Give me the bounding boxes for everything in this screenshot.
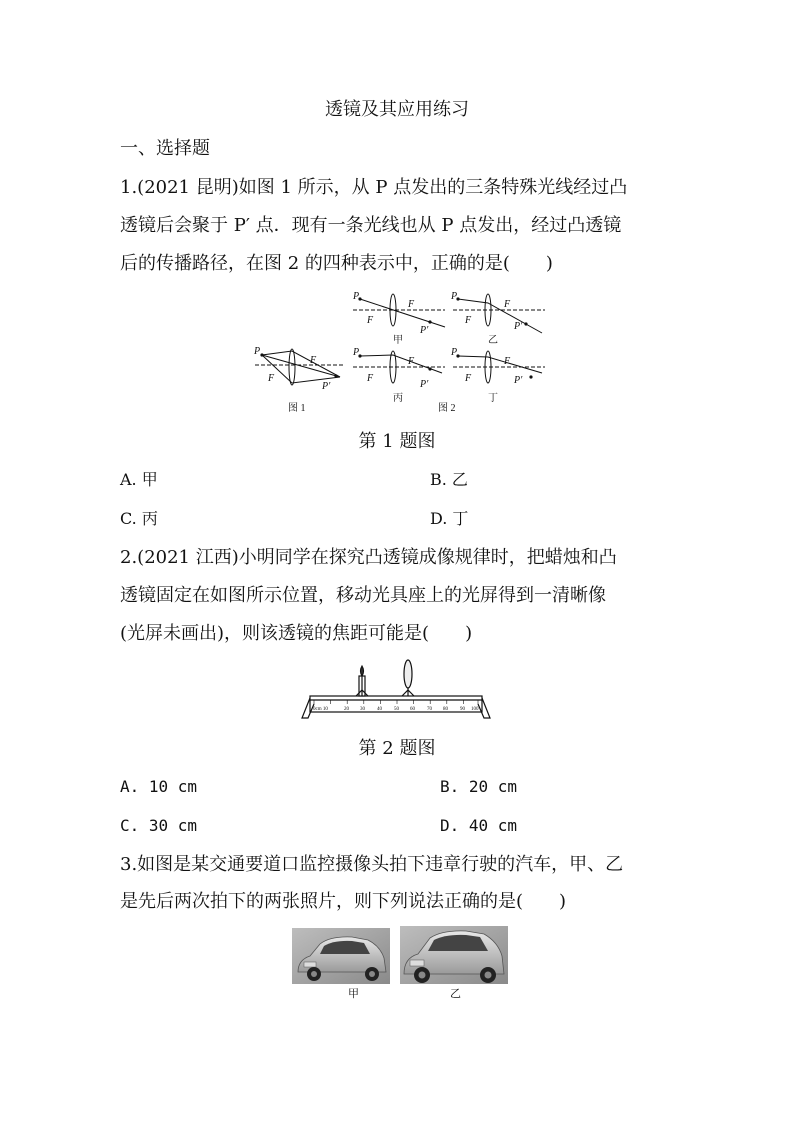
q2-option-a: A. 10 cm xyxy=(120,777,198,796)
ruler-label-0: 0cm 10 xyxy=(313,707,328,712)
ruler-label-30: 30 xyxy=(360,707,365,712)
q2-optical-bench xyxy=(296,656,496,722)
ding-f-label: F xyxy=(465,373,472,384)
ding-p-label: P xyxy=(451,347,458,358)
car-photo-yi xyxy=(400,926,508,984)
jia-p-label: P xyxy=(353,291,360,302)
q1-option-b: B. 乙 xyxy=(430,470,468,489)
ruler-label-90: 90 xyxy=(460,707,465,712)
q1-caption: 第 1 题图 xyxy=(358,431,436,452)
ding-ray xyxy=(458,356,542,373)
ding-label: 丁 xyxy=(488,393,498,404)
ruler-label-70: 70 xyxy=(427,707,432,712)
jia-pp-label: P′ xyxy=(420,325,429,336)
q2-line-1: 2.(2021 江西)小明同学在探究凸透镜成像规律时，把蜡烛和凸 xyxy=(120,547,617,568)
yi-p-label: P xyxy=(451,291,458,302)
fig1-f-label: F xyxy=(268,373,275,384)
photo-label-jia: 甲 xyxy=(348,988,359,1000)
ruler-label-100: 100 xyxy=(471,707,479,712)
fig1-p-label: P xyxy=(254,346,261,357)
section-heading: 一、选择题 xyxy=(120,138,210,159)
ding-pp-label: P′ xyxy=(514,375,523,386)
ruler-label-20: 20 xyxy=(344,707,349,712)
q3-line-2: 是先后两次拍下的两张照片，则下列说法正确的是( ) xyxy=(120,891,567,912)
yi-pp-label: P′ xyxy=(514,321,523,332)
fig1-caption: 图 1 xyxy=(288,403,306,414)
ding-f2-label: F xyxy=(504,356,511,367)
q2-caption: 第 2 题图 xyxy=(358,738,436,759)
q2-option-c: C. 30 cm xyxy=(120,816,198,835)
yi-f-label: F xyxy=(465,315,472,326)
photo-label-yi: 乙 xyxy=(450,988,461,1000)
q1-line-2: 透镜后会聚于 P′ 点．现有一条光线也从 P 点发出，经过凸透镜 xyxy=(120,215,622,236)
fig2-caption: 图 2 xyxy=(438,403,456,414)
fig1-pp-label: P′ xyxy=(322,381,331,392)
jia-f2-label: F xyxy=(408,299,415,310)
q3-line-1: 3.如图是某交通要道口监控摄像头拍下违章行驶的汽车，甲、乙 xyxy=(120,854,624,875)
q2-line-3: (光屏未画出)，则该透镜的焦距可能是( ) xyxy=(120,623,473,644)
fig1-lens xyxy=(289,349,295,385)
ruler-label-40: 40 xyxy=(377,707,382,712)
bing-p-label: P xyxy=(353,347,360,358)
jia-f-label: F xyxy=(367,315,374,326)
ruler-label-80: 80 xyxy=(443,707,448,712)
q2-line-2: 透镜固定在如图所示位置，移动光具座上的光屏得到一清晰像 xyxy=(120,585,606,606)
ruler-label-60: 60 xyxy=(410,707,415,712)
q1-line-1: 1.(2021 昆明)如图 1 所示，从 P 点发出的三条特殊光线经过凸 xyxy=(120,177,628,198)
jia-label: 甲 xyxy=(393,335,403,346)
yi-label: 乙 xyxy=(488,335,498,346)
q3-car-photos xyxy=(290,924,512,1000)
q1-figure xyxy=(250,285,550,420)
q1-option-c: C. 丙 xyxy=(120,509,158,528)
bing-f-label: F xyxy=(367,373,374,384)
q1-line-3: 后的传播路径，在图 2 的四种表示中，正确的是( ) xyxy=(120,253,553,274)
q1-option-d: D. 丁 xyxy=(430,509,469,528)
q2-option-d: D. 40 cm xyxy=(440,816,518,835)
bing-label: 丙 xyxy=(393,393,403,404)
ruler-label-50: 50 xyxy=(394,707,399,712)
bing-pp-label: P′ xyxy=(420,379,429,390)
bing-f2-label: F xyxy=(408,356,415,367)
car-photo-jia xyxy=(292,928,390,984)
q2-option-b: B. 20 cm xyxy=(440,777,518,796)
q1-option-a: A. 甲 xyxy=(120,470,158,489)
yi-f2-label: F xyxy=(504,299,511,310)
fig1-f2-label: F xyxy=(310,355,317,366)
page-title: 透镜及其应用练习 xyxy=(325,99,469,120)
